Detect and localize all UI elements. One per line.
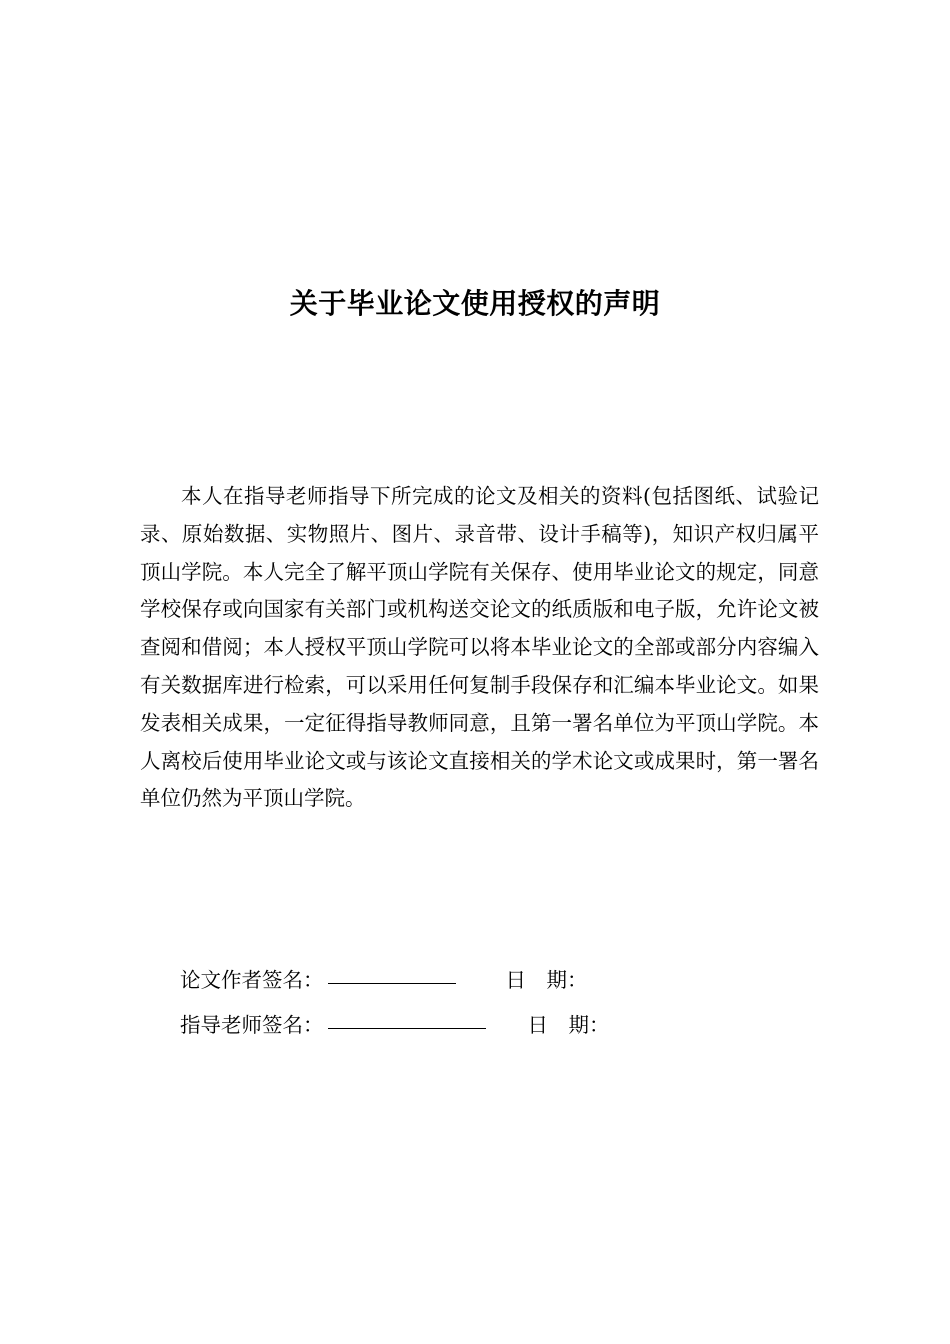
page-title: 关于毕业论文使用授权的声明 bbox=[289, 286, 661, 320]
declaration-paragraph: 本人在指导老师指导下所完成的论文及相关的资料(包括图纸、试验记录、原始数据、实物照片、图片、录音带、设计手稿等)，知识产权归属平顶山学院。本人完全了解平顶山学院有关保存、使用毕业论文的规定，同意学校保存或向国家有关部门或机构送交论文的纸质版和电子版，允许论文被查阅和借阅；本人授权平顶山学院可以将本毕业论文的全部或部分内容编入有关数据库进行检索，可以采用任何复制手段保存和汇编本毕业论文。如果发表相关成果，一定征得指导教师同意，且第一署名单位为平顶山学院。本人离校后使用毕业论文或与该论文直接相关的学术论文或成果时，第一署名单位仍然为平顶山学院。 bbox=[140, 484, 819, 811]
author-date-label: 日 期： bbox=[505, 968, 588, 992]
declaration-body bbox=[140, 478, 819, 818]
advisor-signature-label: 指导老师签名： bbox=[180, 1013, 324, 1037]
advisor-signature-field[interactable] bbox=[328, 1028, 486, 1029]
signature-block bbox=[180, 958, 820, 1048]
author-signature-field[interactable] bbox=[328, 983, 456, 984]
author-signature-label: 论文作者签名： bbox=[180, 968, 324, 992]
advisor-date-label: 日 期： bbox=[527, 1013, 610, 1037]
advisor-signature-row bbox=[180, 1003, 820, 1048]
author-signature-row bbox=[180, 958, 820, 1003]
